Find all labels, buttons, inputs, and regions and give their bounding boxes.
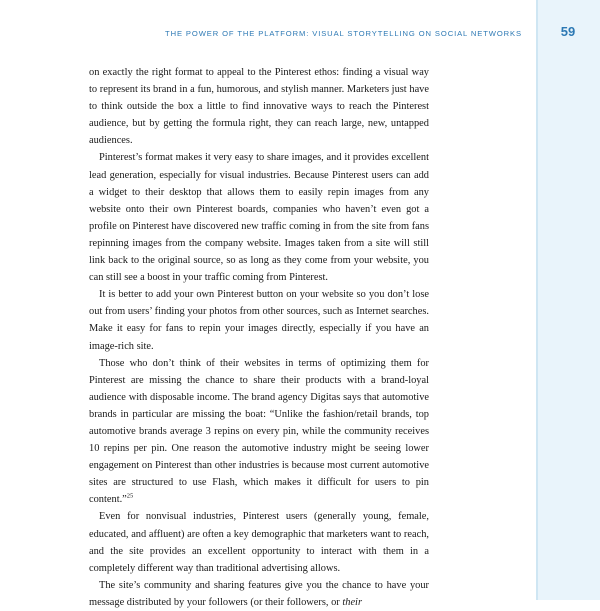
page-margin-strip: [536, 0, 600, 600]
page-number: 59: [560, 24, 576, 39]
running-header: THE POWER OF THE PLATFORM: VISUAL STORYTELLING ON SOCIAL NETWORKS: [165, 29, 522, 38]
italic-word: their: [342, 596, 362, 608]
footnote-reference: 25: [126, 492, 134, 500]
paragraph: Pinterest’s format makes it very easy to share images, and it provides excellent lead generation, especially for visual industries. Because Pinterest users can add a widget to their desktop that allows them to easily repin images from any website onto their own Pinterest boards, companies who haven’t even got a profile on Pinterest have discovered new traffic coming in from the site from fans repinning images from the company website. Images taken from a site will still link back to the original source, so as long as they come from your website, you can still see a boost in your traffic coming from Pinterest.: [89, 152, 429, 284]
paragraph-text: The site’s community and sharing features give you the chance to have your message distributed by your followers (or their followers, or: [89, 579, 429, 608]
paragraph: [89, 355, 429, 509]
paragraph: on exactly the right format to appeal to the Pinterest ethos: finding a visual way to represent its brand in a fun, humorous, and stylish manner. Marketers just have to think outside the box a little to find innovative ways to reach the Pinterest audience, but by getting the formula right, they can reach large, new, untapped audiences.: [89, 67, 429, 147]
paragraph: It is better to add your own Pinterest button on your website so you don’t lose out from users’ finding your photos from other sources, such as Internet searches. Make it easy for fans to repin your images directly, especially if you have an image-rich site.: [89, 289, 429, 352]
paragraph-text: Those who don’t think of their websites in terms of optimizing them for Pinterest are missing the chance to share their products with a brand-loyal audience with disposable income. The brand agency Digitas says that automotive brands in particular are missing the boat: “Unlike the fashion/retail brands, top automotive brands average 3 repins on every pin, while the community receives 10 repins per pin. One reason the automotive industry might be seeing lower engagement on Pinterest than other industries is because most current automotive sites are structured to use Flash, which makes it difficult for users to pin content.”: [89, 357, 429, 506]
paragraph: Even for nonvisual industries, Pinterest users (generally young, female, educated, and affluent) are often a key demographic that marketers want to reach, and the site provides an excellent opportunity to interact with them in a completely different way than traditional advertising allows.: [89, 511, 429, 574]
body-text: [89, 64, 429, 611]
paragraph: [89, 577, 429, 611]
